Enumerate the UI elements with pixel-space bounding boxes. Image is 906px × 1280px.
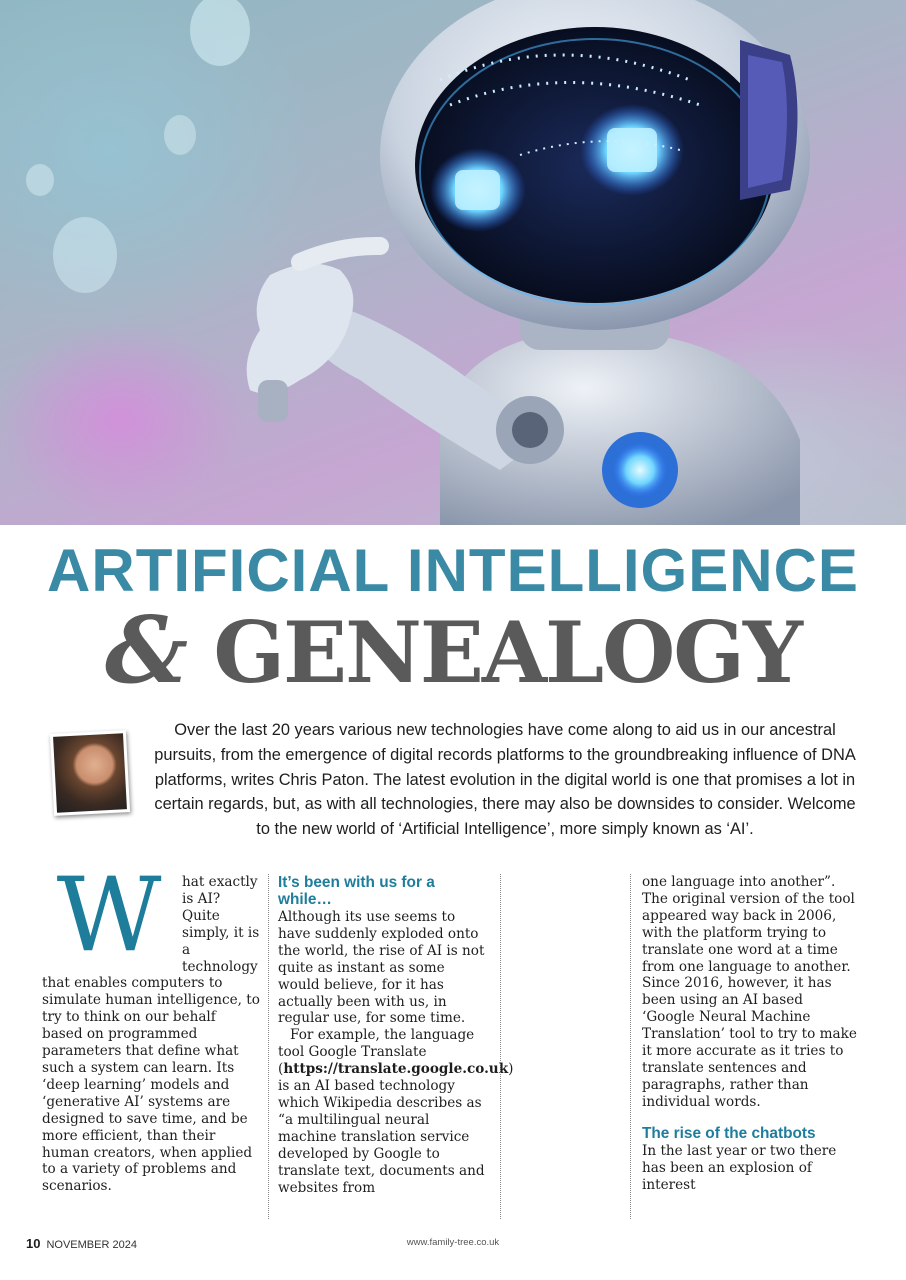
robot-illustration <box>0 0 906 525</box>
headline-genealogy: GENEALOGY <box>213 603 801 702</box>
standfirst: Over the last 20 years various new technologies have come along to aid us in our ancestral pursuits, from the emergence of digital records platforms to the groundbreaking influence of DNA platforms, writes Chris Paton. The latest evolution in the digital world is one that promises a lot in certain regards, but, as with all technologies, there may also be downsides to consider. Welcome to the new world of ‘Artificial Intelligence’, more simply known as ‘AI’. <box>154 721 856 839</box>
hero-robot-image <box>0 0 906 525</box>
headline-ampersand: & <box>105 596 187 704</box>
section-heading-chatbots: The rise of the chatbots <box>642 1124 816 1142</box>
headline-line-2 <box>0 598 906 705</box>
body-paragraph: In the last year or two there has been an explosion of interest <box>642 1142 837 1193</box>
footer-url[interactable]: www.family-tree.co.uk <box>406 1237 500 1248</box>
column-divider <box>500 874 501 1219</box>
drop-cap: W <box>56 856 162 975</box>
intro-paragraph: hat exactly is AI? Quite simply, it is a technology that enables computers to simulate human intelligence, to try to think on our behalf based on programmed parameters that define what such a system can learn. Its ‘deep learning’ models and ‘generative AI’ systems are designed to save time, and be more efficient, than their human creators, when applied to a variety of problems and scenarios. <box>42 874 260 1195</box>
body-paragraph: one language into another”. The original version of the tool appeared way back in 2006, with the platform trying to translate one word at a time from one language to another. Since 2016, however, it has been using an AI based ‘Google Neural Machine Translation’ tool to try to make it more accurate as it tries to translate sentences and paragraphs, rather than individual words. <box>642 874 857 1110</box>
column-divider <box>630 874 631 1219</box>
body-paragraph-translate <box>278 1027 514 1196</box>
article-column-2 <box>278 874 514 1196</box>
paragraph-text: For example, the language tool Google Translate ( <box>278 1027 475 1078</box>
column-divider <box>268 874 269 1219</box>
google-translate-link[interactable]: https://translate.google.co.uk <box>283 1061 509 1078</box>
paragraph-text: ) is an AI based technology which Wikipedia describes as “a multilingual neural machine translation service developed by Google to translate text, documents and websites from <box>278 1061 514 1196</box>
headline-line-1: ARTIFICIAL INTELLIGENCE <box>47 537 859 604</box>
author-headshot <box>53 733 127 813</box>
section-heading-history: It’s been with us for a while… <box>278 874 435 908</box>
article-column-3 <box>642 874 858 1193</box>
issue-date: NOVEMBER 2024 <box>46 1239 137 1251</box>
author-photo <box>50 730 130 816</box>
page-number: 10 <box>26 1236 41 1251</box>
article-column-1 <box>42 856 260 1195</box>
body-paragraph: Although its use seems to have suddenly exploded onto the world, the rise of AI is not quite as instant as some would believe, for it has actually been with us, in regular use, for some time. <box>278 909 485 1027</box>
